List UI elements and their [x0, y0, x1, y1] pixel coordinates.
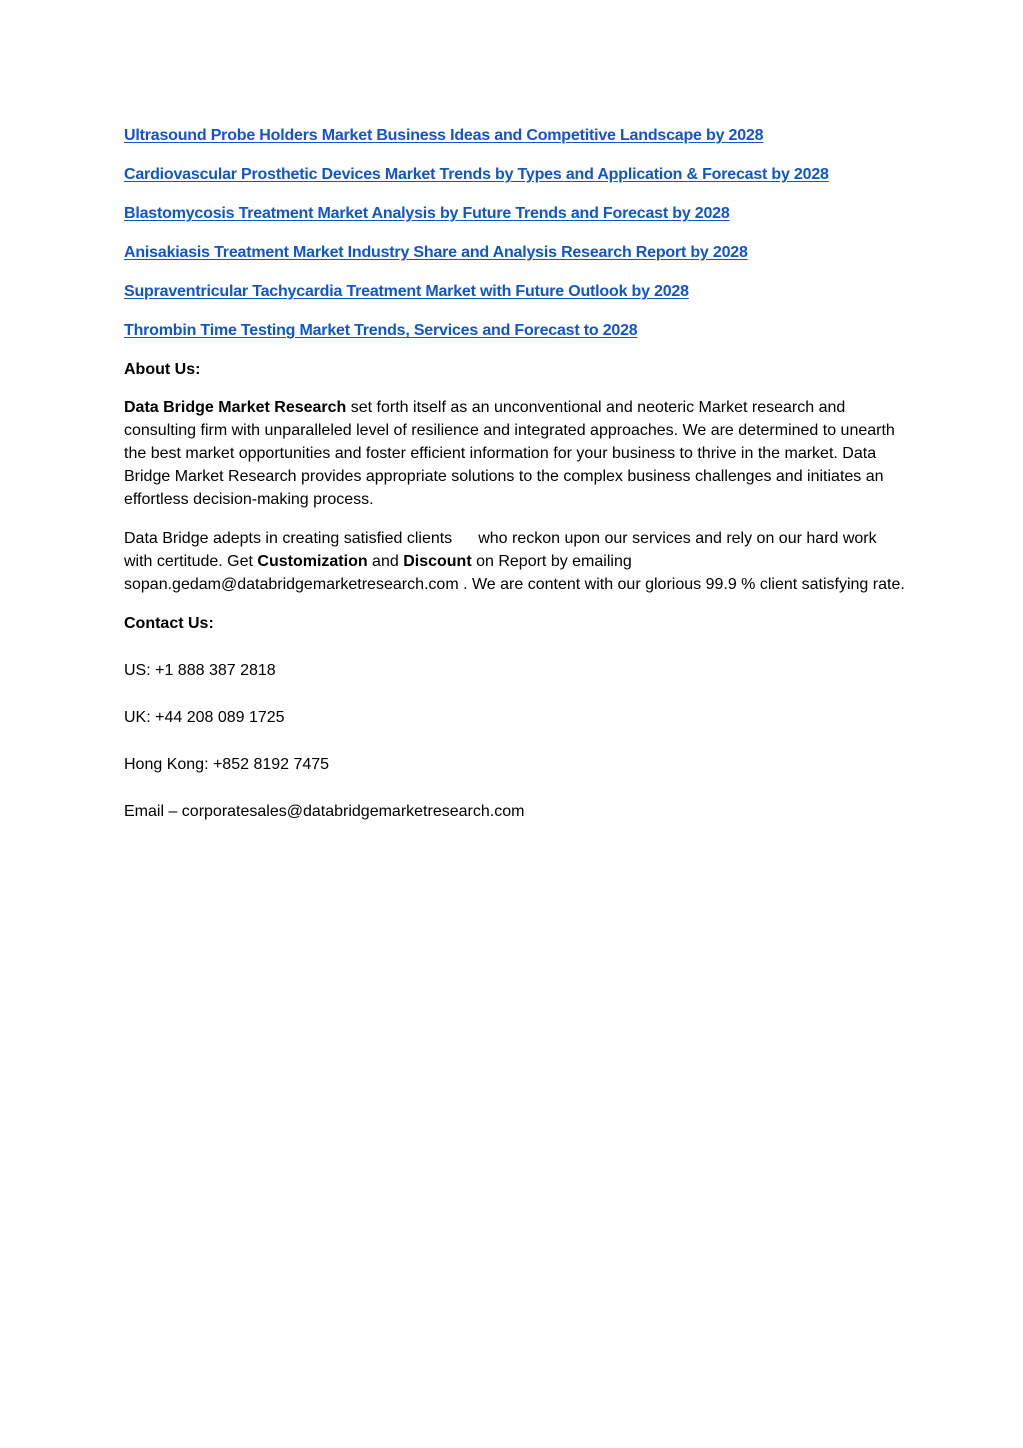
clients-text-part3: on Report by emailing sopan.gedam@databridgemarketresearch.com . We are content with our glorious 99.9 % client satisfying rate.: [124, 553, 905, 593]
related-report-links: [124, 124, 905, 342]
list-item: [124, 202, 905, 225]
about-paragraph: [124, 396, 905, 511]
company-name: Data Bridge Market Research: [124, 399, 347, 416]
list-item: [124, 163, 905, 186]
customization-label: Customization: [257, 553, 368, 570]
list-item: [124, 319, 905, 342]
contact-email: Email – corporatesales@databridgemarketresearch.com: [124, 803, 525, 820]
list-item: [124, 124, 905, 147]
about-paragraph-text: set forth itself as an unconventional and neoteric Market research and consulting firm with unparalleled level of resilience and integrated approaches. We are determined to unearth the best market opportunities and foster efficient information for your business to thrive in the market. Data Bridge Market Research provides appropriate solutions to the complex business challenges and initiates an effortless decision-making process.: [124, 399, 895, 508]
clients-text-part1: Data Bridge adepts in creating satisfied clients: [124, 530, 453, 547]
contact-hong-kong-phone: Hong Kong: +852 8192 7475: [124, 756, 330, 773]
report-link-supraventricular-tachycardia[interactable]: Supraventricular Tachycardia Treatment Market with Future Outlook by 2028: [124, 283, 689, 300]
clients-paragraph: [124, 527, 905, 596]
report-link-cardiovascular-prosthetic-devices[interactable]: Cardiovascular Prosthetic Devices Market Trends by Types and Application & Forecast by 2028: [124, 166, 829, 183]
contact-heading: Contact Us:: [124, 615, 214, 632]
clients-text-part2: who reckon upon our services and rely on our hard work with certitude. Get: [124, 530, 877, 570]
list-item: [124, 280, 905, 303]
discount-label: Discount: [403, 553, 472, 570]
contact-uk-phone: UK: +44 208 089 1725: [124, 709, 285, 726]
clients-text-and: and: [367, 553, 404, 570]
report-link-ultrasound-probe-holders[interactable]: Ultrasound Probe Holders Market Business Ideas and Competitive Landscape by 2028: [124, 127, 764, 144]
about-heading: About Us:: [124, 361, 201, 378]
list-item: [124, 241, 905, 264]
report-link-anisakiasis-treatment[interactable]: Anisakiasis Treatment Market Industry Share and Analysis Research Report by 2028: [124, 244, 748, 261]
report-link-thrombin-time-testing[interactable]: Thrombin Time Testing Market Trends, Services and Forecast to 2028: [124, 322, 638, 339]
report-link-blastomycosis-treatment[interactable]: Blastomycosis Treatment Market Analysis by Future Trends and Forecast by 2028: [124, 205, 730, 222]
contact-us-phone: US: +1 888 387 2818: [124, 662, 276, 679]
